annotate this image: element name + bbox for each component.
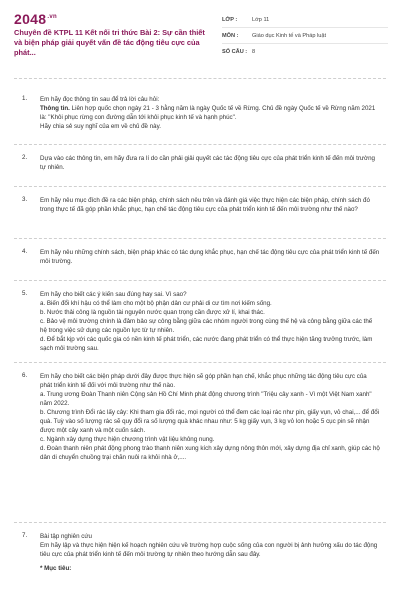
document-info-table — [222, 12, 388, 60]
info-row-subject — [222, 28, 388, 44]
question-option: c. Ngành xây dựng thực hiện chương trình vật liệu không nung. — [40, 436, 215, 443]
question-option: a. Biến đổi khí hậu có thể làm cho một bộ phận dân cư phải di cư tìm nơi kiếm sống. — [40, 300, 272, 307]
info-value: 8 — [252, 49, 256, 55]
logo-text: 2048 — [14, 11, 47, 27]
header — [0, 0, 400, 76]
question-text: Bài tập nghiên cứu — [40, 533, 92, 540]
question-divider — [14, 238, 386, 239]
question-number: 2. — [22, 154, 28, 161]
question-body — [40, 290, 380, 353]
question-body — [40, 196, 380, 214]
info-text: Liên hợp quốc chọn ngày 21 - 3 hằng năm là ngày Quốc tế về Rừng. Chủ đề ngày Quốc tế về Rừng năm 2021 là: "Khôi phục rừng con đường dẫn tới khôi phục kinh tế và hạnh phúc". — [40, 105, 376, 121]
info-row-class — [222, 12, 388, 28]
section-heading: * Mục tiêu: — [40, 565, 72, 572]
question-divider — [14, 362, 386, 363]
info-label: SỐ CÂU : — [222, 49, 248, 55]
document-title: Chuyên đề KTPL 11 Kết nối tri thức Bài 2: Sự cần thiết và biện pháp giải quyết vấn đề tác động tiêu cực của phát... — [14, 28, 205, 57]
question-option: a. Trung ương Đoàn Thanh niên Cộng sản Hồ Chí Minh phát động chương trình "Triệu cây xanh - Vì một Việt Nam xanh" năm 2022. — [40, 391, 372, 407]
info-label: LỚP : — [222, 16, 238, 23]
question-option: d. Đoàn thanh niên phát động phong trào thanh niên xung kích xây dựng nông thôn mới, xây dựng địa chỉ xanh, giúp các hộ dân di chuyển chuồng trại chăn nuôi ra khỏi nhà ở,.... — [40, 445, 380, 461]
question-body — [40, 95, 380, 131]
question-body — [40, 248, 380, 266]
info-value: Lớp 11 — [252, 16, 270, 23]
question-number: 5. — [22, 290, 28, 297]
question-prompt: Hãy chia sẻ suy nghĩ của em về chủ đề này. — [40, 123, 161, 130]
question-number: 3. — [22, 196, 28, 203]
question-text: Em hãy cho biết các ý kiến sau đúng hay sai. Vì sao? — [40, 291, 187, 298]
question-number: 6. — [22, 372, 28, 379]
question-option: b. Chương trình Đổi rác lấy cây: Khi tham gia đổi rác, mọi người có thể đem các loại rác như pin, giấy vụn, vỏ chai,... để đổi quà. Tuỳ vào số lượng rác sẽ quy đổi ra số lượng quà khác nhau như: 5 kg giấy vụn, 3 kg vỏ lon hoặc 5 cục pin sẽ nhận được một cây xanh và một cuốn sách. — [40, 409, 380, 434]
question-divider — [14, 144, 386, 145]
question-number: 1. — [22, 95, 28, 102]
info-lead: Thông tin. — [40, 105, 70, 112]
question-text: Em hãy cho biết các biện pháp dưới đây được thực hiện sẽ góp phần hạn chế, khắc phục những tác động tiêu cực của phát triển kinh tế đối với môi trường như thế nào. — [40, 373, 367, 389]
question-option: d. Để bắt kịp với các quốc gia có nền kinh tế phát triển, các nước đang phát triển có thể thực hiện tăng trưởng trước, làm sạch môi trường sau. — [40, 336, 373, 352]
question-text: Dựa vào các thông tin, em hãy đưa ra lí do cần phải giải quyết các tác động tiêu cực của phát triển kinh tế đến môi trường tự nhiên. — [40, 155, 376, 171]
header-divider — [14, 78, 386, 79]
question-divider — [14, 186, 386, 187]
question-body — [40, 372, 380, 462]
question-body — [40, 532, 380, 573]
question-divider — [14, 280, 386, 281]
question-info-line — [40, 104, 380, 122]
info-label: MÔN : — [222, 32, 239, 39]
question-text: Em hãy nêu mục đích đề ra các biện pháp, chính sách nêu trên và đánh giá việc thực hiện các biện pháp, chính sách đó trong thực tế đã góp phần khắc phục, hạn chế tác động tiêu cực của phát triển kinh tế đến môi trường như thế nào? — [40, 197, 370, 213]
info-value: Giáo dục Kinh tế và Pháp luật — [252, 32, 327, 39]
logo-suffix: .vn — [47, 14, 57, 21]
question-text: Em hãy đọc thông tin sau để trả lời câu hỏi: — [40, 96, 160, 103]
question-option: b. Nước thải công là nguồn tài nguyên nước quan trọng cần được xử lí, khai thác. — [40, 309, 265, 316]
question-divider — [14, 522, 386, 523]
question-text: Em hãy nêu những chính sách, biện pháp khác có tác dụng khắc phục, hạn chế tác động tiêu cực của phát triển kinh tế đến môi trường. — [40, 249, 380, 265]
info-row-question-count — [222, 44, 388, 60]
question-instructions: Em hãy lập và thực hiện hiện kế hoạch nghiên cứu về trường hợp cuộc sống của con người bị ảnh hưởng xấu do tác động tiêu cực của phát triển kinh tế đến môi trường tự nhiên theo hướng dẫn sau đây. — [40, 542, 378, 558]
question-number: 4. — [22, 248, 28, 255]
question-number: 7. — [22, 532, 28, 539]
site-logo[interactable] — [14, 11, 57, 27]
question-body — [40, 154, 380, 172]
question-option: c. Bảo vệ môi trường chính là đảm bảo sự công bằng giữa các nhóm người trong cùng thế hệ và công bằng giữa các thế hệ trong việc sử dụng các nguồn lực từ tự nhiên. — [40, 318, 373, 334]
